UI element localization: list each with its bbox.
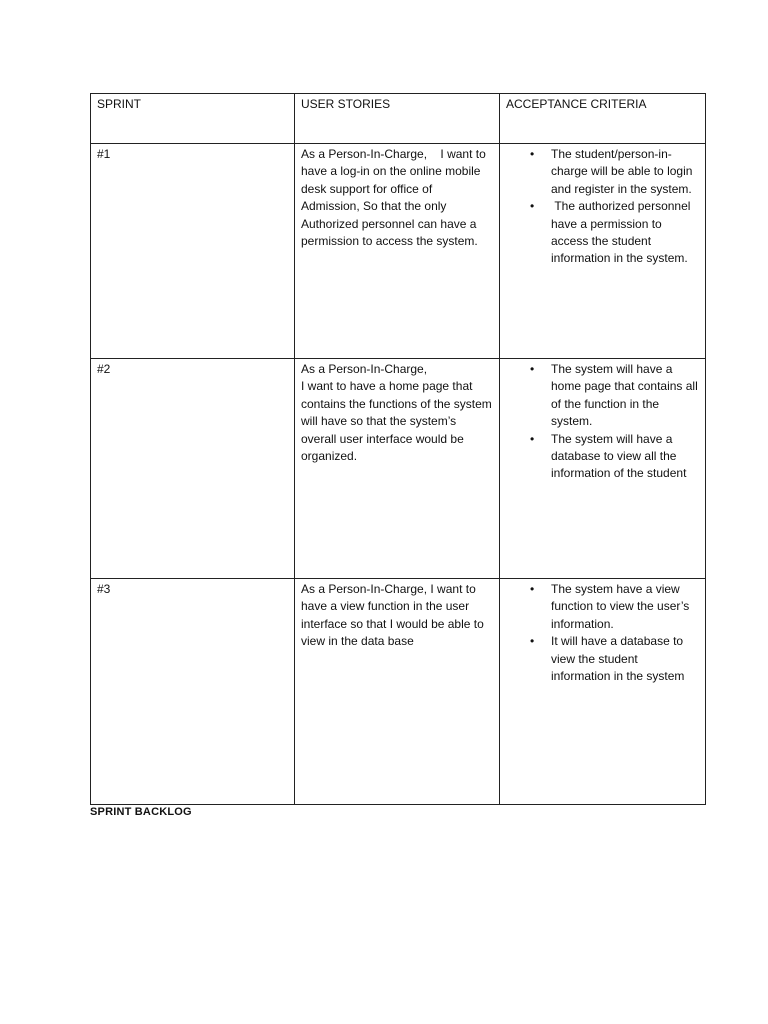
sprint-number: #2 bbox=[97, 362, 111, 376]
user-story-text-line1: As a Person-In-Charge, bbox=[301, 362, 428, 376]
header-sprint-label: SPRINT bbox=[97, 97, 142, 111]
criteria-item bbox=[530, 581, 699, 633]
table-header-row bbox=[91, 94, 706, 144]
sprint-number: #1 bbox=[97, 147, 111, 161]
criteria-item bbox=[530, 146, 699, 198]
user-story-cell bbox=[295, 579, 500, 805]
table-row bbox=[91, 359, 706, 579]
sprint-number: #3 bbox=[97, 582, 111, 596]
user-story-text: As a Person-In-Charge, I want to have a view function in the user interface so that I would be able to view in the data base bbox=[301, 582, 484, 649]
criteria-item bbox=[530, 361, 699, 431]
acceptance-criteria-cell bbox=[500, 144, 706, 359]
header-acceptance-criteria-label: ACCEPTANCE CRITERIA bbox=[506, 97, 647, 111]
header-user-stories-label: USER STORIES bbox=[301, 97, 391, 111]
criteria-text: The authorized personnel have a permission to access the student information in the system. bbox=[551, 199, 694, 266]
header-sprint bbox=[91, 94, 295, 144]
table-row bbox=[91, 144, 706, 359]
criteria-text: The system will have a database to view all the information of the student bbox=[551, 431, 687, 481]
bullet-icon: • bbox=[530, 634, 535, 649]
bullet-icon: • bbox=[530, 362, 535, 376]
criteria-item bbox=[530, 633, 699, 685]
bullet-icon: • bbox=[530, 431, 535, 446]
criteria-text: The system have a view function to view the user’s information. bbox=[551, 582, 690, 631]
sprint-cell bbox=[91, 144, 295, 359]
table-caption: SPRINT BACKLOG bbox=[90, 806, 192, 818]
user-story-cell bbox=[295, 144, 500, 359]
header-user-stories bbox=[295, 94, 500, 144]
criteria-text: The system will have a home page that contains all of the function in the system. bbox=[551, 362, 698, 429]
bullet-icon: • bbox=[530, 199, 535, 214]
bullet-icon: • bbox=[530, 147, 535, 161]
criteria-list bbox=[506, 361, 699, 483]
bullet-icon: • bbox=[530, 582, 535, 596]
acceptance-criteria-cell bbox=[500, 359, 706, 579]
criteria-item bbox=[530, 198, 699, 268]
sprint-cell bbox=[91, 359, 295, 579]
sprint-backlog-table bbox=[90, 93, 706, 805]
criteria-text: It will have a database to view the student information in the system bbox=[551, 634, 685, 684]
table-row bbox=[91, 579, 706, 805]
user-story-text: As a Person-In-Charge, I want to have a log-in on the online mobile desk support for office of Admission, So that the only Authorized personnel can have a permission to access the system. bbox=[301, 147, 490, 249]
sprint-cell bbox=[91, 579, 295, 805]
criteria-item bbox=[530, 431, 699, 483]
criteria-list bbox=[506, 146, 699, 268]
user-story-cell bbox=[295, 359, 500, 579]
user-story-text-line2: I want to have a home page that contains the functions of the system will have so that the system’s overall user interface would be organized. bbox=[301, 379, 492, 464]
acceptance-criteria-cell bbox=[500, 579, 706, 805]
criteria-text: The student/person-in-charge will be able to login and register in the system. bbox=[551, 147, 693, 196]
header-acceptance-criteria bbox=[500, 94, 706, 144]
criteria-list bbox=[506, 581, 699, 685]
